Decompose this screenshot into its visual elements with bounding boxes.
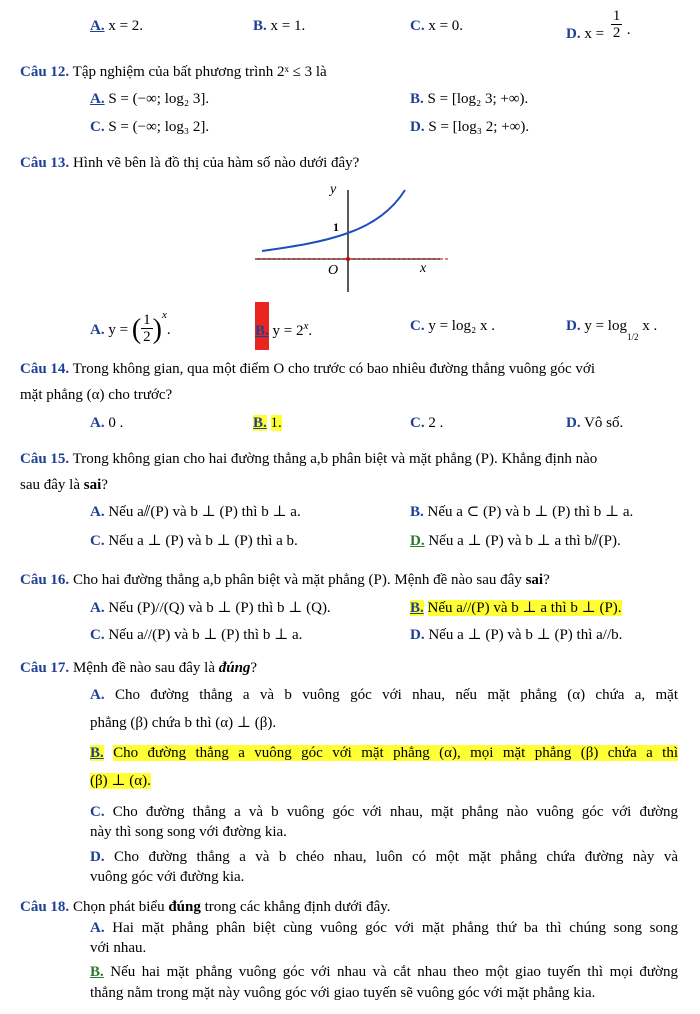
- option-expr-post: ·: [626, 25, 632, 42]
- option-label: A.: [90, 687, 105, 703]
- option-label: B.: [253, 18, 267, 34]
- option-label: A.: [90, 504, 105, 520]
- inequality: 2ˣ ≤ 3: [277, 64, 313, 80]
- paren-right: ): [152, 313, 162, 345]
- q17-option-a-line1[interactable]: [90, 685, 678, 705]
- question-number: Câu 14.: [20, 361, 70, 377]
- stem-emphasis: sai: [525, 572, 544, 588]
- question-text: Trong không gian cho hai đường thẳng a,b phân biệt và mặt phẳng (P). Khẳng định nào: [72, 451, 598, 467]
- question-text: Tập nghiệm của bất phương trình: [72, 64, 274, 80]
- q14-stem-line1: [20, 359, 595, 379]
- stem-emphasis: đúng: [218, 660, 251, 676]
- option-expr-post: .: [166, 321, 171, 338]
- option-expr: S = [log₃ 2; +∞).: [428, 119, 530, 135]
- q11-option-b[interactable]: [253, 16, 305, 36]
- option-expr: S = (−∞; log₃ 2].: [108, 119, 210, 135]
- option-label: B.: [253, 415, 267, 431]
- q12-stem: [20, 62, 327, 82]
- option-expr: Nếu a⫽(P) và b ⊥ (P) thì b ⊥ a.: [108, 504, 301, 520]
- q13-stem: [20, 153, 359, 173]
- q12-option-d[interactable]: [410, 117, 529, 137]
- question-text: Chọn phát biểu: [72, 899, 165, 915]
- q13-option-b[interactable]: [255, 316, 312, 341]
- fraction-numerator: 1: [143, 312, 151, 328]
- q17-option-b-line1[interactable]: [90, 743, 678, 763]
- option-expr-pre: x =: [584, 25, 605, 42]
- option-label: C.: [90, 533, 105, 549]
- option-expr: 1.: [270, 415, 282, 431]
- q11-option-a[interactable]: [90, 16, 143, 36]
- q15-option-c[interactable]: [90, 531, 298, 551]
- q17-option-b-line2: [90, 771, 151, 791]
- stem-emphasis: đúng: [168, 899, 201, 915]
- q17-option-a-line2: phẳng (β) chứa b thì (α) ⊥ (β).: [90, 715, 277, 731]
- q12-option-a[interactable]: [90, 89, 209, 109]
- q17-option-d-line1[interactable]: [90, 847, 678, 867]
- option-expr: 0 .: [108, 415, 124, 431]
- option-label: B.: [90, 964, 104, 980]
- log-base: 1/2: [626, 332, 639, 342]
- fraction-numerator: 1: [612, 8, 621, 24]
- option-text: Cho đường thẳng a và b vuông góc với nhau, mặt phẳng nào vuông góc với đường: [112, 804, 679, 820]
- option-expr-pre: y =: [108, 321, 129, 338]
- option-label: B.: [410, 504, 424, 520]
- option-expr: 2 .: [428, 415, 444, 431]
- option-expr: S = (−∞; log₂ 3].: [108, 91, 210, 107]
- option-label: D.: [566, 25, 581, 42]
- question-number: Câu 15.: [20, 451, 70, 467]
- option-label: D.: [410, 627, 425, 643]
- option-expr: Nếu a ⊥ (P) và b ⊥ (P) thì a b.: [108, 533, 298, 549]
- option-label: C.: [410, 318, 425, 334]
- q13-option-a[interactable]: [90, 308, 171, 345]
- q17-stem: [20, 658, 257, 678]
- q15-option-b[interactable]: [410, 502, 633, 522]
- option-label: D.: [566, 318, 581, 334]
- option-label: D.: [566, 415, 581, 431]
- option-label: D.: [410, 119, 425, 135]
- option-text: Nếu hai mặt phẳng vuông góc với nhau và cắt nhau theo một giao tuyến thì mọi đường: [110, 964, 678, 980]
- stem-emphasis: sai: [83, 477, 102, 493]
- q14-option-a[interactable]: [90, 413, 123, 433]
- question-text: Cho hai đường thẳng a,b phân biệt và mặt phẳng (P). Mệnh đề nào sau đây: [72, 572, 522, 588]
- option-label: A.: [90, 91, 105, 107]
- question-tail: là: [315, 64, 327, 80]
- x-axis-label: x: [420, 261, 427, 276]
- option-label: A.: [90, 321, 105, 338]
- option-text: Cho đường thẳng a và b vuông góc với nhau, nếu mặt phẳng (α) chứa a, mặt: [114, 687, 678, 703]
- q18-option-b-line1[interactable]: [90, 962, 678, 982]
- option-text: Cho đường thẳng a và b chéo nhau, luôn có một mặt phẳng chứa đường này và: [114, 849, 678, 865]
- q11-option-d[interactable]: [566, 8, 631, 41]
- q18-option-a-line2: với nhau.: [90, 940, 147, 956]
- option-label: C.: [90, 627, 105, 643]
- option-expr: Nếu (P)//(Q) và b ⊥ (P) thì b ⊥ (Q).: [108, 600, 331, 616]
- origin-label: O: [328, 263, 339, 278]
- q11-option-c[interactable]: [410, 16, 463, 36]
- option-expr: Nếu a ⊂ (P) và b ⊥ (P) thì b ⊥ a.: [427, 504, 634, 520]
- option-label: D.: [90, 849, 105, 865]
- stem-tail: ?: [101, 477, 108, 493]
- question-number: Câu 12.: [20, 64, 70, 80]
- option-label: B.: [90, 745, 104, 761]
- option-text: (β) ⊥ (α).: [90, 773, 151, 789]
- option-label: C.: [410, 18, 425, 34]
- option-label: B.: [410, 600, 424, 616]
- exponent: x: [303, 320, 309, 332]
- q15-option-a[interactable]: [90, 502, 301, 522]
- origin-point: [346, 257, 350, 261]
- q14-option-d[interactable]: [566, 413, 623, 433]
- q16-option-b[interactable]: [410, 598, 622, 618]
- q18-option-a-line1[interactable]: [90, 918, 678, 938]
- q17-option-c-line2: này thì song song với đường kia.: [90, 824, 287, 840]
- stem-tail: trong các khẳng định dưới đây.: [204, 899, 391, 915]
- q14-option-b[interactable]: [253, 413, 282, 433]
- q15-stem-line1: [20, 449, 597, 469]
- fraction-denominator: 2: [143, 329, 151, 345]
- question-text: Hình vẽ bên là đồ thị của hàm số nào dưới đây?: [72, 155, 360, 171]
- question-text: Mệnh đề nào sau đây là: [72, 660, 215, 676]
- q18-option-b-line2: thẳng nằm trong mặt này vuông góc với giao tuyến sẽ vuông góc với mặt phẳng kia.: [90, 985, 596, 1001]
- option-expr: Nếu a//(P) và b ⊥ (P) thì b ⊥ a.: [108, 627, 303, 643]
- exponential-graph: [250, 180, 450, 300]
- question-number: Câu 17.: [20, 660, 70, 676]
- fraction-denominator: 2: [612, 25, 621, 41]
- option-label: B.: [410, 91, 424, 107]
- q18-stem: [20, 897, 391, 917]
- option-label: A.: [90, 920, 105, 936]
- q15-option-d[interactable]: [410, 531, 621, 551]
- q13-option-d[interactable]: [566, 316, 657, 341]
- option-expr: y = 2: [272, 323, 304, 339]
- question-text: Trong không gian, qua một điểm O cho trước có bao nhiêu đường thẳng vuông góc với: [72, 361, 596, 377]
- stem-tail: ?: [250, 660, 258, 676]
- question-number: Câu 18.: [20, 899, 70, 915]
- exponent: x: [161, 308, 167, 321]
- stem-tail: ?: [543, 572, 550, 588]
- q12-option-c[interactable]: [90, 117, 209, 137]
- q16-option-d[interactable]: [410, 625, 622, 645]
- option-text: Cho đường thẳng a vuông góc với mặt phẳng (α), mọi mặt phẳng (β) chứa a thì: [113, 745, 678, 761]
- y-axis-label: y: [330, 182, 337, 197]
- option-label: A.: [90, 415, 105, 431]
- stem-text: sau đây là: [20, 477, 80, 493]
- option-label: C.: [410, 415, 425, 431]
- option-expr: Nếu a//(P) và b ⊥ a thì b ⊥ (P).: [427, 600, 622, 616]
- option-expr: Nếu a ⊥ (P) và b ⊥ a thì b⫽(P).: [428, 533, 621, 549]
- q17-option-d-line2: vuông góc với đường kia.: [90, 869, 245, 885]
- option-expr: x = 0.: [428, 18, 464, 34]
- q13-option-c[interactable]: [410, 316, 495, 336]
- option-expr: Vô số.: [584, 415, 624, 431]
- option-expr: y = log₂ x .: [428, 318, 495, 334]
- option-expr-post: x .: [642, 318, 658, 334]
- fraction: [611, 8, 623, 41]
- question-number: Câu 13.: [20, 155, 70, 171]
- option-expr: x = 1.: [270, 18, 306, 34]
- option-expr: x = 2.: [108, 18, 144, 34]
- fraction: [141, 312, 153, 345]
- option-label: C.: [90, 119, 105, 135]
- option-label: A.: [90, 18, 105, 34]
- option-expr: S = [log₂ 3; +∞).: [427, 91, 529, 107]
- paren-left: (: [131, 313, 142, 345]
- q12-option-b[interactable]: [410, 89, 528, 109]
- q16-option-a[interactable]: [90, 598, 331, 618]
- option-label: C.: [90, 804, 105, 820]
- q16-stem: [20, 570, 550, 590]
- option-label: D.: [410, 533, 425, 549]
- option-label: A.: [90, 600, 105, 616]
- q17-option-c-line1[interactable]: [90, 802, 678, 822]
- option-expr: Nếu a ⊥ (P) và b ⊥ (P) thì a//b.: [428, 627, 623, 643]
- q14-stem-line2: mặt phẳng (α) cho trước?: [20, 387, 173, 403]
- question-number: Câu 16.: [20, 572, 70, 588]
- q14-option-c[interactable]: [410, 413, 443, 433]
- tick-label-1: 1: [333, 220, 339, 234]
- option-expr-pre: y = log: [584, 318, 627, 334]
- option-label: B.: [255, 323, 269, 339]
- option-expr-post: .: [308, 323, 313, 339]
- option-text: Hai mặt phẳng phân biệt cùng vuông góc với mặt phẳng thứ ba thì chúng song song: [112, 920, 679, 936]
- q16-option-c[interactable]: [90, 625, 302, 645]
- q15-stem-line2: [20, 475, 108, 495]
